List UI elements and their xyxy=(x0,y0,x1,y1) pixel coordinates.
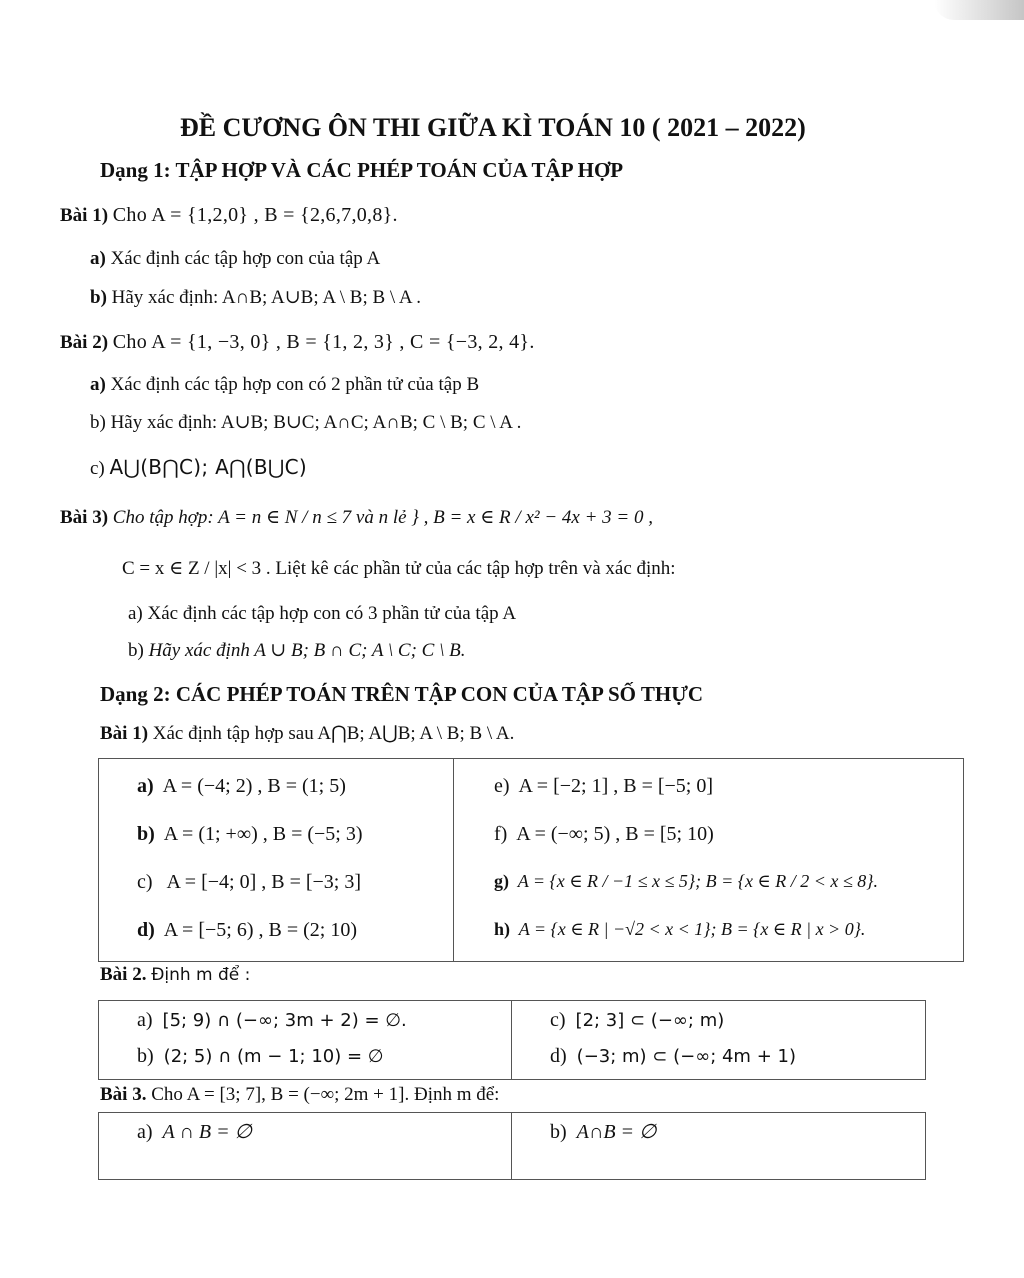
s2-bai1-text: Xác định tập hợp sau A⋂B; A⋃B; A \ B; B \ A. xyxy=(152,723,515,744)
s2-bai2-item-b: b) (2; 5) ∩ (m − 1; 10) = ∅ xyxy=(137,1045,384,1067)
s2-bai2-table xyxy=(98,1000,926,1080)
page-title: ĐỀ CƯƠNG ÔN THI GIỮA KÌ TOÁN 10 ( 2021 – 2022) xyxy=(180,113,806,142)
s2-bai3-text: Cho A = [3; 7], B = (−∞; 2m + 1]. Định m để: xyxy=(151,1084,500,1105)
bai3-a-text: Xác định các tập hợp con có 3 phần tử của tập A xyxy=(147,603,517,624)
s2-bai1-item-b: b) A = (1; +∞) , B = (−5; 3) xyxy=(137,823,363,845)
s2-bai1-item-f: f) A = (−∞; 5) , B = [5; 10) xyxy=(494,823,714,845)
bai3-line xyxy=(60,506,653,529)
bai3-b xyxy=(128,639,465,662)
bai2-b xyxy=(90,411,521,434)
bai1-b xyxy=(90,286,421,309)
bai3-a-label: a) xyxy=(128,603,143,624)
section-1-heading: Dạng 1: TẬP HỢP VÀ CÁC PHÉP TOÁN CỦA TẬP HỢP xyxy=(100,158,624,182)
s2-bai1-label: Bài 1) xyxy=(100,723,149,744)
s2-bai1-item-e: e) A = [−2; 1] , B = [−5; 0] xyxy=(494,775,714,797)
s2-bai3-table xyxy=(98,1112,926,1180)
bai1-b-text: Hãy xác định: A∩B; A∪B; A \ B; B \ A . xyxy=(111,287,422,308)
s2-bai3-line xyxy=(100,1084,499,1106)
bai3-b-text: Hãy xác định A ∪ B; B ∩ C; A \ C; C \ B. xyxy=(148,640,466,661)
bai3-a xyxy=(128,603,516,625)
bai2-b-text: Hãy xác định: A∪B; B∪C; A∩C; A∩B; C \ B; C \ A . xyxy=(110,412,522,433)
s2-bai1-item-a: a) A = (−4; 2) , B = (1; 5) xyxy=(137,775,346,797)
bai2-c-text: A⋃(B⋂C); A⋂(B⋃C) xyxy=(109,455,307,479)
bai2-a xyxy=(90,374,479,396)
s2-bai1-item-h: h) A = {x ∈ R | −√2 < x < 1}; B = {x ∈ R | x > 0}. xyxy=(494,919,866,939)
bai2-c xyxy=(90,455,307,480)
s2-bai2-text: Định m để : xyxy=(151,965,251,985)
s2-bai1-item-g: g) A = {x ∈ R / −1 ≤ x ≤ 5}; B = {x ∈ R / 2 < x ≤ 8}. xyxy=(494,871,878,891)
bai2-b-label: b) xyxy=(90,412,106,433)
section-2-heading: Dạng 2: CÁC PHÉP TOÁN TRÊN TẬP CON CỦA TẬP SỐ THỰC xyxy=(100,682,704,706)
s2-bai3-item-b: b) A∩B = ∅ xyxy=(550,1121,657,1143)
bai2-a-label: a) xyxy=(90,374,106,395)
s2-bai2-line xyxy=(100,964,250,986)
bai1-a-text: Xác định các tập hợp con của tập A xyxy=(110,248,381,269)
bai2-a-text: Xác định các tập hợp con có 2 phần tử của tập B xyxy=(110,374,480,395)
bai2-text: Cho A = {1, −3, 0} , B = {1, 2, 3} , C = {−3, 2, 4}. xyxy=(112,331,535,353)
s2-bai1-item-c: c) A = [−4; 0] , B = [−3; 3] xyxy=(137,871,362,893)
bai3-b-label: b) xyxy=(128,640,144,661)
bai3-line2: C = x ∈ Z / |x| < 3 . Liệt kê các phần tử của các tập hợp trên và xác định: xyxy=(122,558,676,579)
bai1-a xyxy=(90,248,380,270)
s2-bai2-label: Bài 2. xyxy=(100,964,147,985)
s2-bai3-label: Bài 3. xyxy=(100,1084,147,1105)
bai1-line xyxy=(60,204,398,227)
s2-bai1-table xyxy=(98,758,964,962)
corner-shadow xyxy=(934,0,1024,20)
bai2-c-label: c) xyxy=(90,458,105,479)
s2-bai1-item-d: d) A = [−5; 6) , B = (2; 10) xyxy=(137,919,357,941)
bai1-b-label: b) xyxy=(90,287,107,308)
s2-bai3-item-a: a) A ∩ B = ∅ xyxy=(137,1121,252,1143)
s2-bai2-item-c: c) [2; 3] ⊂ (−∞; m) xyxy=(550,1009,725,1031)
s2-bai2-item-d: d) (−3; m) ⊂ (−∞; 4m + 1) xyxy=(550,1045,796,1067)
bai3-text1: Cho tập hợp: A = n ∈ N / n ≤ 7 và n lẻ } , B = x ∈ R / x² − 4x + 3 = 0 , xyxy=(112,507,653,528)
bai2-line xyxy=(60,331,535,354)
s2-bai2-item-a: a) [5; 9) ∩ (−∞; 3m + 2) = ∅. xyxy=(137,1009,407,1031)
bai2-label: Bài 2) xyxy=(60,332,109,353)
bai1-text: Cho A = {1,2,0} , B = {2,6,7,0,8}. xyxy=(112,204,398,226)
bai3-label: Bài 3) xyxy=(60,507,109,528)
bai1-a-label: a) xyxy=(90,248,106,269)
s2-bai1-line xyxy=(100,722,514,745)
bai1-label: Bài 1) xyxy=(60,205,109,226)
